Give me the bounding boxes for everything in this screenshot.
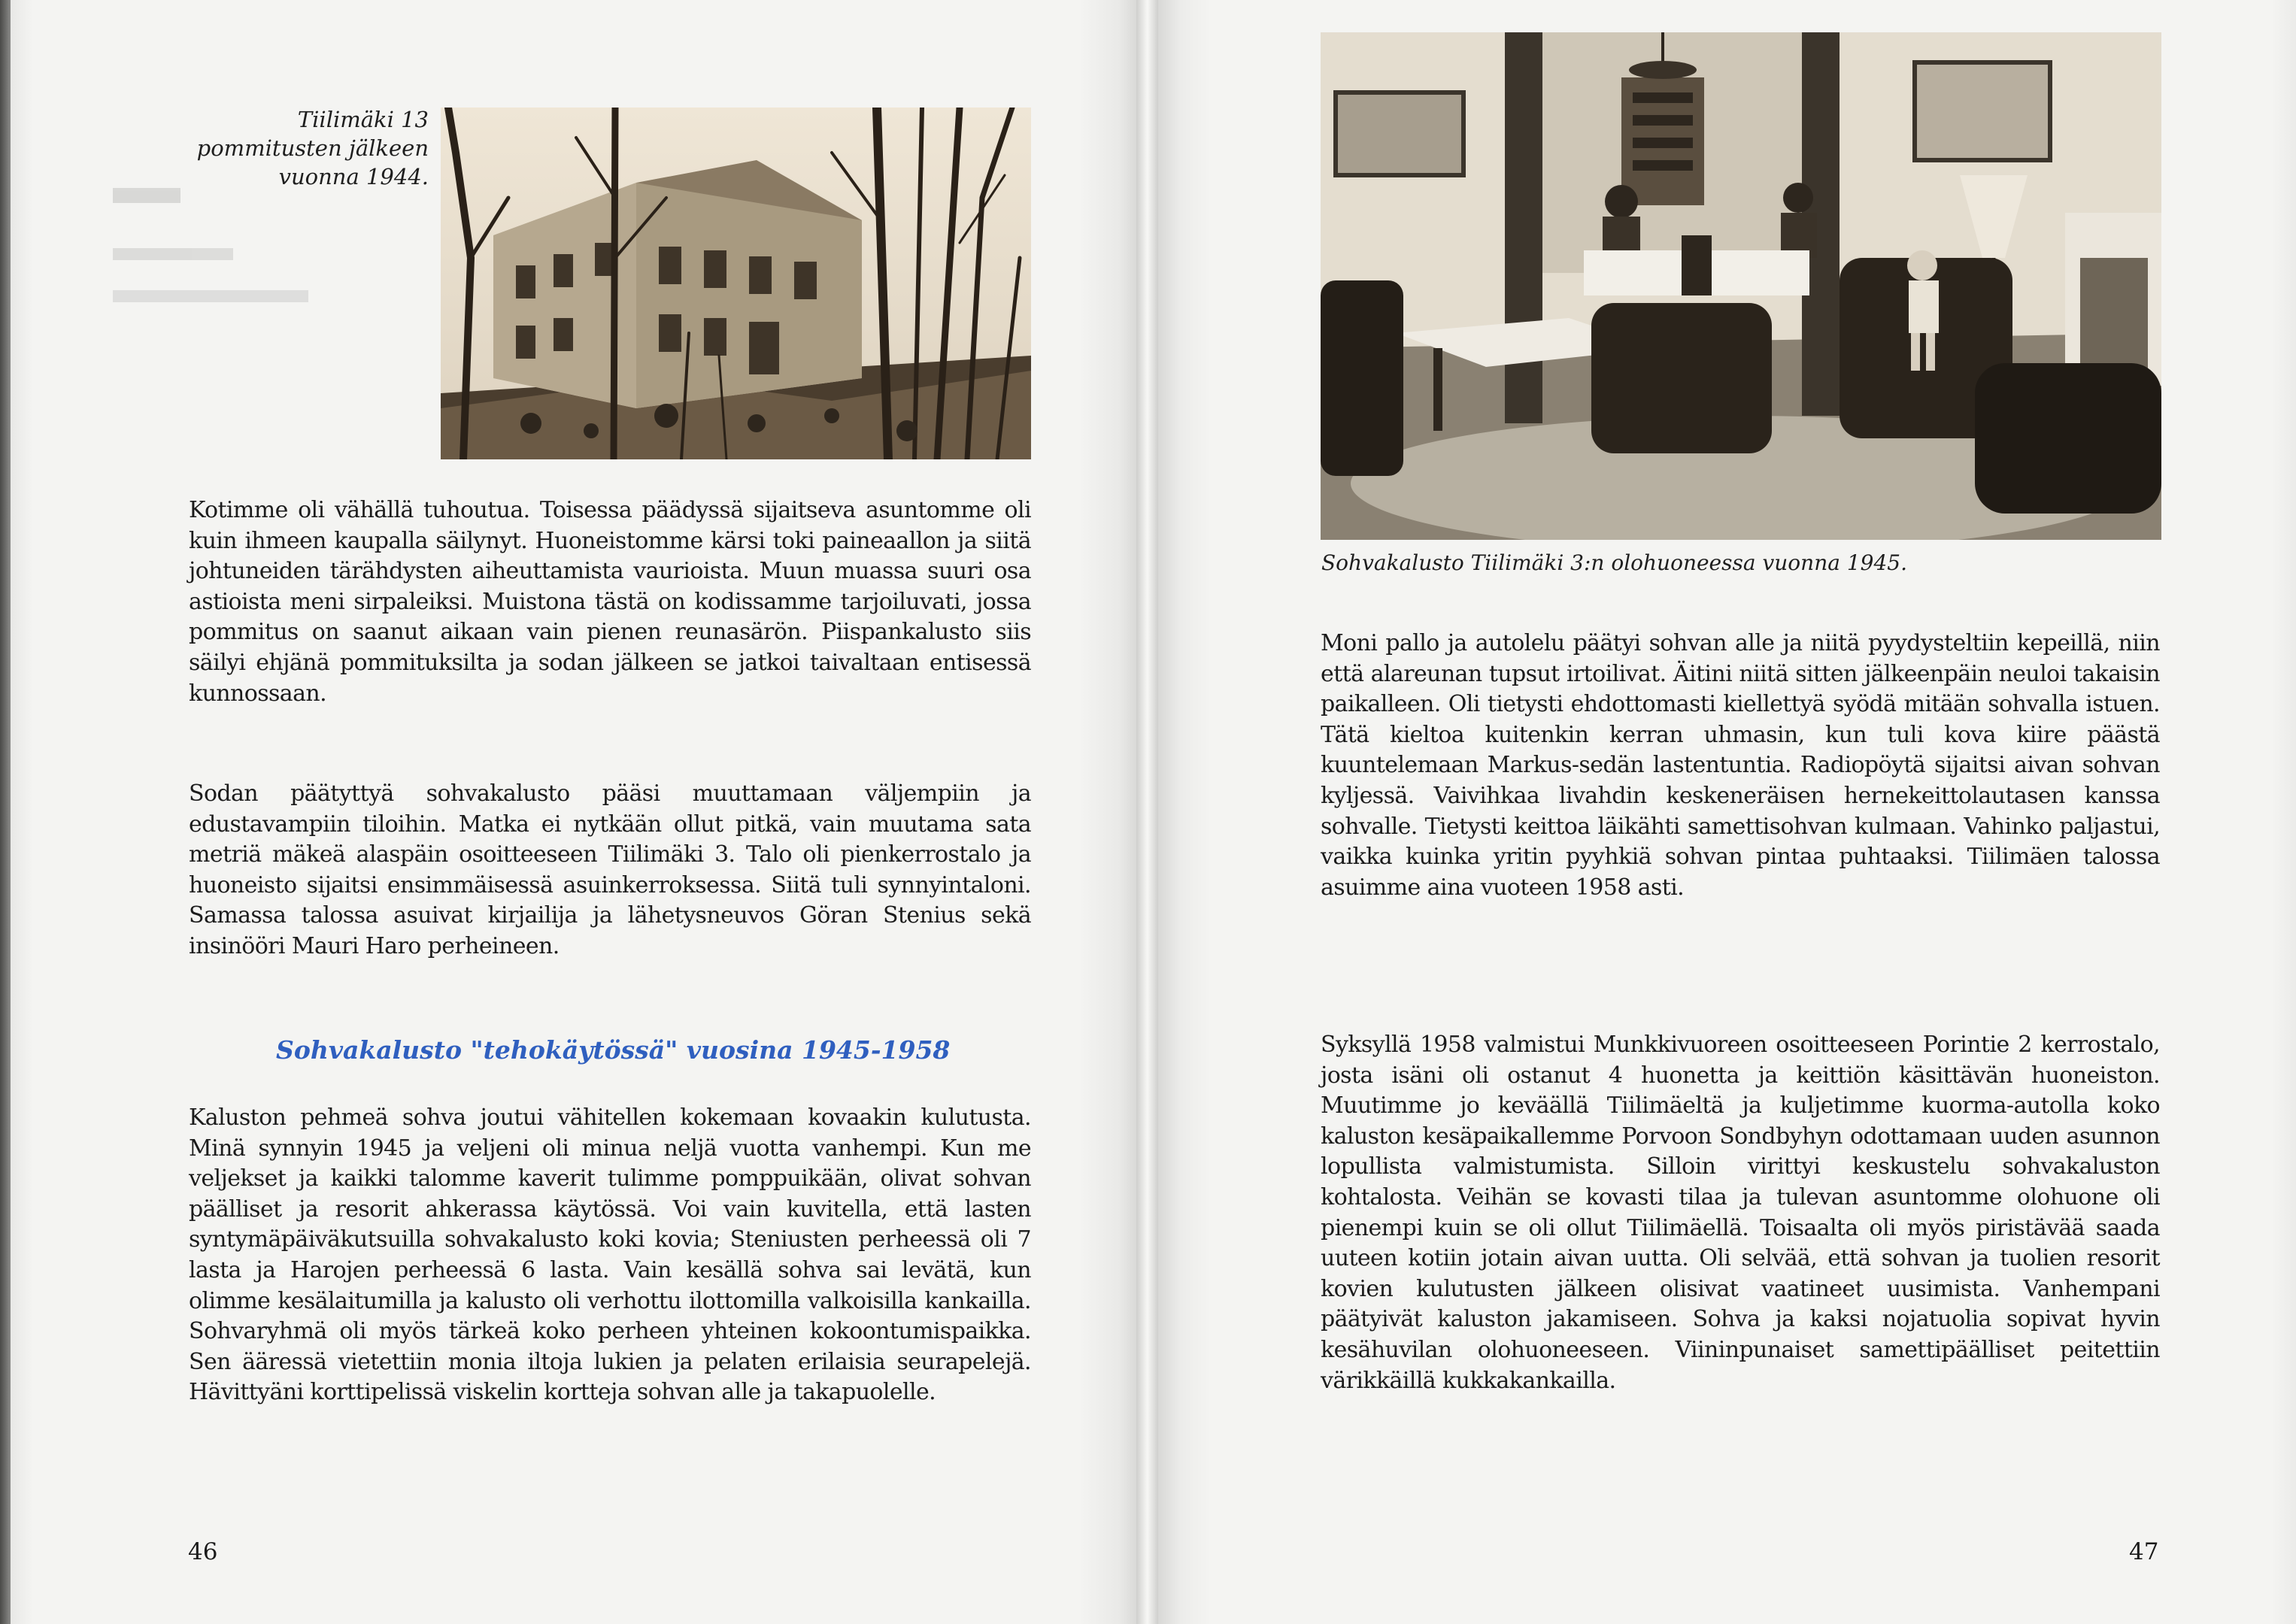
book-spine bbox=[1136, 0, 1158, 1624]
page-stack-edge bbox=[0, 0, 11, 1624]
left-paragraph-1 bbox=[189, 495, 1031, 709]
caption-line: Tiilimäki 13 bbox=[297, 107, 429, 132]
left-paragraph-3 bbox=[189, 1103, 1031, 1408]
caption-line: vuonna 1944. bbox=[278, 164, 429, 189]
right-paragraph-1 bbox=[1321, 629, 2160, 903]
paragraph-text: Kaluston pehmeä sohva joutui vähitellen kokemaan kovaakin kulutusta. Minä synnyin 1945 ja veljeni oli minua neljä vuotta vanhempi. Kun me veljekset ja kaikki talomme kaverit tulimme pomppuikään, olivat sohvan päälliset ja resorit ahkerassa käytössä. Voi vain kuvitella, että lasten syntymäpäiväkutsuilla sohvakalusto koki kovia; Steniusten perheessä oli 7 lasta ja Harojen perheessä 6 lasta. Vain kesällä sohva sai levätä, kun olimme kesälaitumilla ja kalusto oli verhottu ilottomilla valkoisilla kankailla. Sohvaryhmä oli myös tärkeä koko perheen yhteinen kokoontumispaikka. Sen ääressä vietettiin monia iltoja lukien ja pelaten erilaisia seurapelejä. Hävittyäni korttipelissä viskelin kortteja sohvan alle ja takapuolelle. bbox=[189, 1104, 1031, 1406]
section-heading: Sohvakalusto "tehokäytössä" vuosina 1945-1958 bbox=[276, 1035, 951, 1065]
page-number-left: 46 bbox=[188, 1538, 218, 1565]
caption-line: pommitusten jälkeen bbox=[196, 135, 429, 161]
photo-caption-right: Sohvakalusto Tiilimäki 3:n olohuoneessa vuonna 1945. bbox=[1321, 550, 1907, 575]
paragraph-text: Moni pallo ja autolelu päätyi sohvan alle ja niitä pyydysteltiin kepeillä, niin että alareunan tupsut irtoilivat. Äitini niitä sitten jälkeenpäin neuloi takaisin paikalleen. Oli tietysti ehdottomasti kiellettyä syödä mitään sohvalla istuen. Tätä kieltoa kuitenkin kerran uhmasin, kun tuli kova kiire päästä kuuntelemaan Markus-sedän lastentuntia. Radiopöytä sijaitsi aivan sohvan kyljessä. Vaivihkaa livahdin keskeneräisen hernekeittolautasen kanssa sohvalle. Tietysti keittoa läikähti samettisohvan kulmaan. Vahinko paljastui, vaikka kuinka yritin pyyhkiä sohvan pintaa puhtaaksi. Tiilimäen talossa asuimme aina vuoteen 1958 asti. bbox=[1321, 630, 2160, 901]
living-room-photo bbox=[1321, 32, 2161, 540]
show-through-shadow bbox=[113, 188, 308, 302]
paragraph-text: Kotimme oli vähällä tuhoutua. Toisessa päädyssä sijaitseva asuntomme oli kuin ihmeen kaupalla säilynyt. Huoneistomme kärsi toki paineaallon ja siitä johtuneiden tärähdysten aiheuttamista vaurioista. Muun muassa suuri osa astioista meni sirpaleiksi. Muistona tästä on kodissamme tarjoiluvati, jossa pommitus on saanut aikaan vain pienen reunasärön. Piispankalusto siis säilyi ehjänä pommituksilta ja sodan jälkeen se jatkoi taivaltaan entisessä kunnossaan. bbox=[189, 497, 1031, 707]
page-number-right: 47 bbox=[2129, 1538, 2159, 1565]
paragraph-text: Sodan päätyttyä sohvakalusto pääsi muuttamaan väljempiin ja edustavampiin tiloihin. Matka ei nytkään ollut pitkä, vain muutama sata metriä mäkeä alaspäin osoitteeseen Tiilimäki 3. Talo oli pienkerrostalo ja huoneisto sijaitsi ensimmäisessä asuinkerroksessa. Siitä tuli synnyintaloni. Samassa talossa asuivat kirjailija ja lähetysneuvos Göran Stenius sekä insinööri Mauri Haro perheineen. bbox=[189, 780, 1031, 959]
right-paragraph-2 bbox=[1321, 1030, 2160, 1396]
left-paragraph-2 bbox=[189, 779, 1031, 962]
photo-caption-left bbox=[150, 105, 429, 191]
paragraph-text: Syksyllä 1958 valmistui Munkkivuoreen osoitteeseen Porintie 2 kerrostalo, josta isäni oli ostanut 4 huonetta ja keittiön käsittävän huoneiston. Muutimme jo keväällä Tiilimäeltä ja kuljetimme kuorma-autolla koko kaluston kesäpaikallemme Porvoon Sondbyhyn odottamaan uuden asunnon lopullista valmistumista. Silloin virittyi keskustelu sohvakaluston kohtalosta. Veihän se kovasti tilaa ja tulevan asuntomme olohuone oli pienempi kuin se oli ollut Tiilimäellä. Toisaalta oli myös piristävää saada uuteen kotiin jotain aivan uutta. Oli selvää, että sohvan ja tuolien resorit kovien kulutusten jälkeen olisivat vaatineet uusimista. Vanhempani päätyivät kaluston jakamiseen. Sohva ja kaksi nojatuolia sopivat hyvin kesähuvilan olohuoneeseen. Viininpunaiset samettipäälliset peitettiin värikkäillä kukkakankailla. bbox=[1321, 1032, 2160, 1394]
bombed-house-photo bbox=[441, 108, 1031, 459]
